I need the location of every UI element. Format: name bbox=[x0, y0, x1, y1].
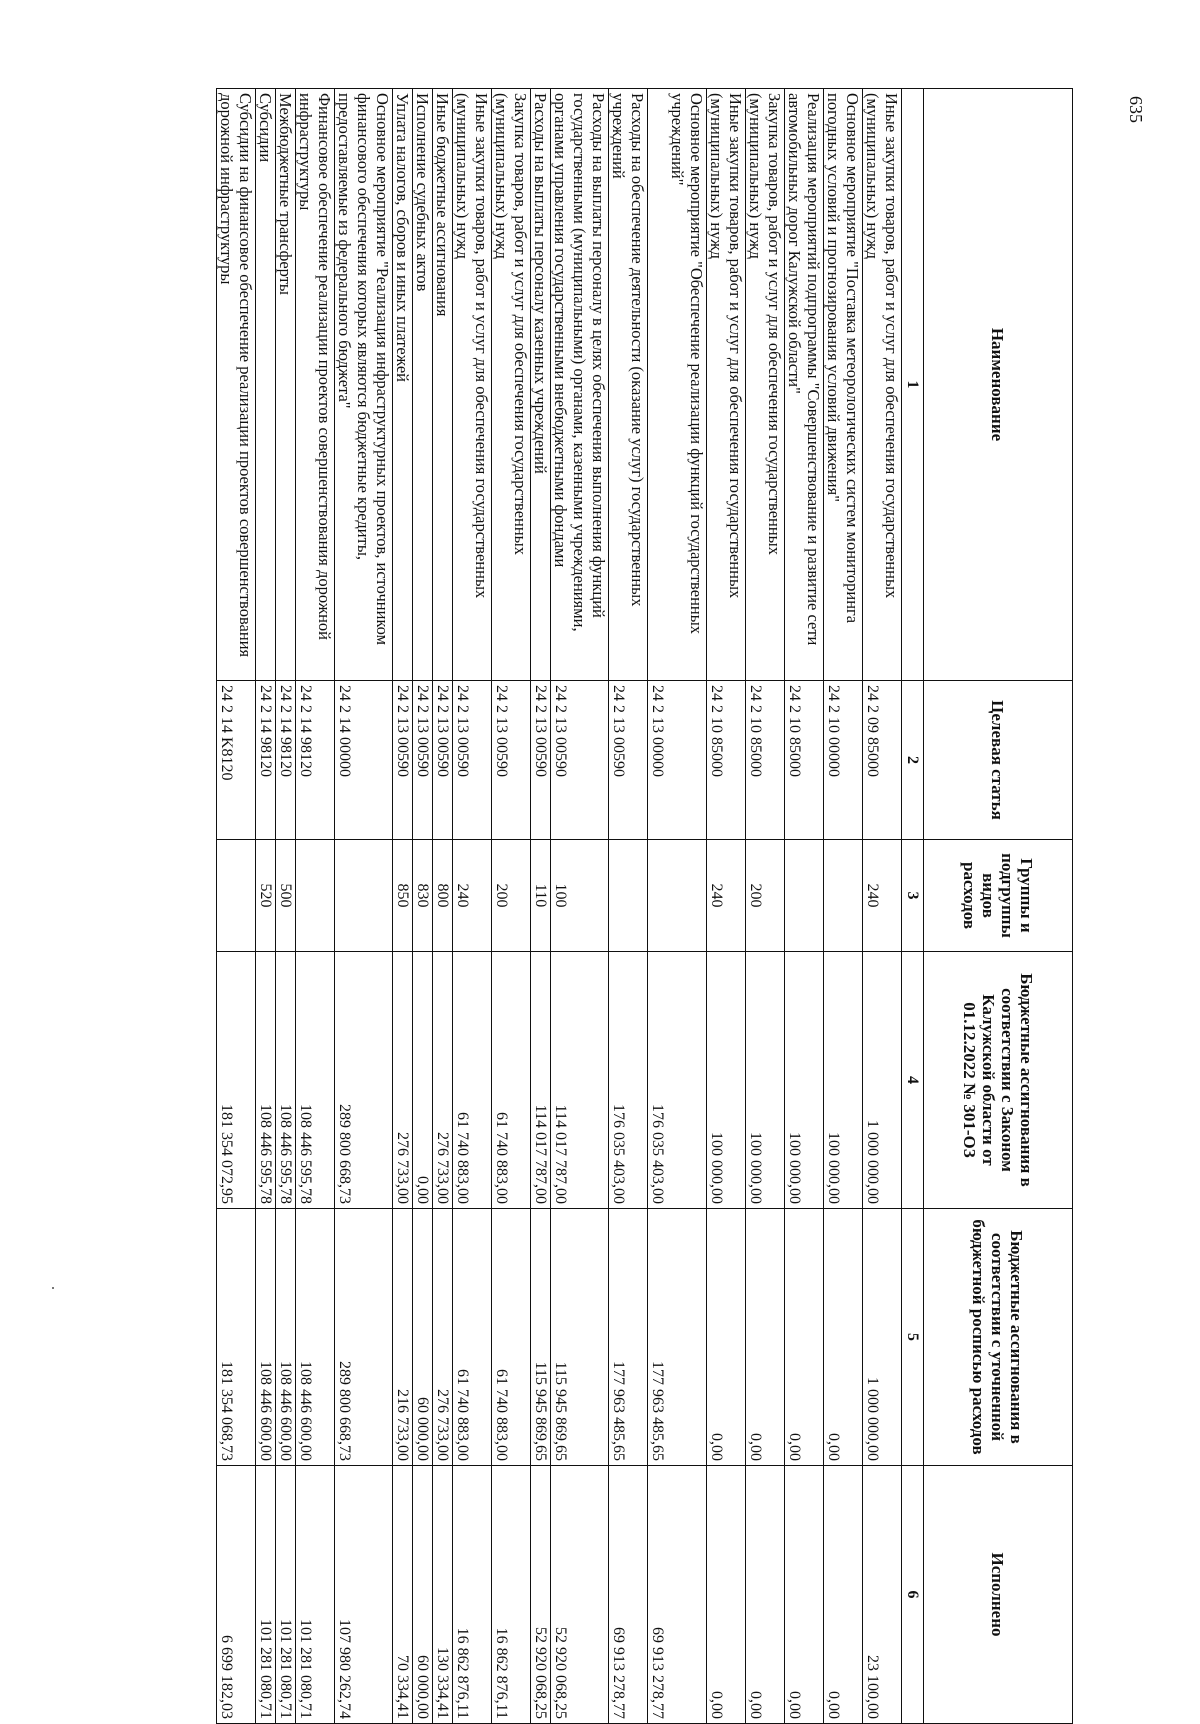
row-code: 24 2 14 98120 bbox=[296, 681, 335, 840]
row-code: 24 2 13 00590 bbox=[453, 681, 492, 840]
row-code: 24 2 14 98120 bbox=[276, 681, 296, 840]
header-law: Бюджетные ассигнования в соответствии с Законом Калужской области от 01.12.2022 № 301-ОЗ bbox=[924, 952, 1073, 1209]
column-number: 4 bbox=[902, 952, 924, 1209]
header-row bbox=[924, 89, 1073, 1724]
row-spec-amount: 61 740 883,00 bbox=[492, 1209, 531, 1466]
rotated-page-content bbox=[217, 88, 1073, 1723]
row-group: 200 bbox=[492, 840, 531, 952]
row-group bbox=[217, 840, 256, 952]
row-name: Расходы на выплаты персоналу казенных учреждений bbox=[531, 89, 551, 681]
table-body bbox=[217, 89, 902, 1724]
column-number-row bbox=[902, 89, 924, 1724]
row-law-amount: 276 733,00 bbox=[393, 952, 413, 1209]
table-row bbox=[863, 89, 902, 1724]
row-done-amount: 16 862 876,11 bbox=[453, 1466, 492, 1724]
row-law-amount: 176 035 403,00 bbox=[648, 952, 707, 1209]
scan-speck bbox=[52, 1287, 54, 1289]
row-name: Основное мероприятие "Поставка метеорологических систем мониторинга погодных условий и прогнозирования условий движения" bbox=[824, 89, 863, 681]
row-name: Расходы на выплаты персоналу в целях обеспечения выполнения функций государственными (муниципальными) органами, казенными учреждениями, органами управления государственными внебюджетными фондами bbox=[551, 89, 609, 681]
table-row bbox=[492, 89, 531, 1724]
row-group bbox=[785, 840, 824, 952]
table-row bbox=[296, 89, 335, 1724]
row-law-amount: 108 446 595,78 bbox=[256, 952, 276, 1209]
row-code: 24 2 13 00590 bbox=[551, 681, 609, 840]
table-row bbox=[785, 89, 824, 1724]
row-done-amount: 23 100,00 bbox=[863, 1466, 902, 1724]
row-group: 240 bbox=[707, 840, 746, 952]
table-row bbox=[648, 89, 707, 1724]
row-done-amount: 70 334,41 bbox=[393, 1466, 413, 1724]
table-row bbox=[413, 89, 433, 1724]
row-name: Закупка товаров, работ и услуг для обеспечения государственных (муниципальных) нужд bbox=[746, 89, 785, 681]
row-done-amount: 69 913 278,77 bbox=[609, 1466, 648, 1724]
row-code: 24 2 10 85000 bbox=[746, 681, 785, 840]
column-number: 3 bbox=[902, 840, 924, 952]
row-name: Финансовое обеспечение реализации проектов совершенствования дорожной инфраструктуры bbox=[296, 89, 335, 681]
row-spec-amount: 115 945 869,65 bbox=[531, 1209, 551, 1466]
row-law-amount: 100 000,00 bbox=[785, 952, 824, 1209]
row-law-amount: 1 000 000,00 bbox=[863, 952, 902, 1209]
row-name: Иные закупки товаров, работ и услуг для обеспечения государственных (муниципальных) нужд bbox=[453, 89, 492, 681]
row-done-amount: 16 862 876,11 bbox=[492, 1466, 531, 1724]
row-done-amount: 0,00 bbox=[824, 1466, 863, 1724]
row-name: Реализация мероприятий подпрограммы "Совершенствование и развитие сети автомобильных дорог Калужской области" bbox=[785, 89, 824, 681]
row-code: 24 2 09 85000 bbox=[863, 681, 902, 840]
row-law-amount: 114 017 787,00 bbox=[531, 952, 551, 1209]
row-group: 850 bbox=[393, 840, 413, 952]
row-name: Основное мероприятие "Обеспечение реализации функций государственных учреждений" bbox=[648, 89, 707, 681]
row-spec-amount: 289 800 668,73 bbox=[335, 1209, 393, 1466]
row-code: 24 2 13 00590 bbox=[393, 681, 413, 840]
row-group: 200 bbox=[746, 840, 785, 952]
row-group: 110 bbox=[531, 840, 551, 952]
row-group bbox=[335, 840, 393, 952]
row-spec-amount: 108 446 600,00 bbox=[276, 1209, 296, 1466]
row-group bbox=[648, 840, 707, 952]
table-row bbox=[551, 89, 609, 1724]
row-law-amount: 108 446 595,78 bbox=[276, 952, 296, 1209]
table-row bbox=[609, 89, 648, 1724]
row-done-amount: 101 281 080,71 bbox=[276, 1466, 296, 1724]
row-done-amount: 52 920 068,25 bbox=[531, 1466, 551, 1724]
header-spec: Бюджетные ассигнования в соответствии с уточненной бюджетной росписью расходов bbox=[924, 1209, 1073, 1466]
row-spec-amount: 1 000 000,00 bbox=[863, 1209, 902, 1466]
row-code: 24 2 13 00590 bbox=[492, 681, 531, 840]
row-spec-amount: 0,00 bbox=[785, 1209, 824, 1466]
row-law-amount: 0,00 bbox=[413, 952, 433, 1209]
row-law-amount: 108 446 595,78 bbox=[296, 952, 335, 1209]
row-spec-amount: 60 000,00 bbox=[413, 1209, 433, 1466]
row-name: Межбюджетные трансферты bbox=[276, 89, 296, 681]
table-row bbox=[433, 89, 453, 1724]
row-done-amount: 6 699 182,03 bbox=[217, 1466, 256, 1724]
row-group bbox=[824, 840, 863, 952]
row-law-amount: 289 800 668,73 bbox=[335, 952, 393, 1209]
row-done-amount: 52 920 068,25 bbox=[551, 1466, 609, 1724]
row-name: Иные закупки товаров, работ и услуг для обеспечения государственных (муниципальных) нужд bbox=[863, 89, 902, 681]
row-group: 830 bbox=[413, 840, 433, 952]
table-row bbox=[746, 89, 785, 1724]
row-done-amount: 60 000,00 bbox=[413, 1466, 433, 1724]
row-code: 24 2 10 85000 bbox=[785, 681, 824, 840]
header-done: Исполнено bbox=[924, 1466, 1073, 1724]
row-group: 240 bbox=[863, 840, 902, 952]
row-code: 24 2 13 00590 bbox=[413, 681, 433, 840]
row-code: 24 2 14 98120 bbox=[256, 681, 276, 840]
row-spec-amount: 0,00 bbox=[707, 1209, 746, 1466]
row-name: Расходы на обеспечение деятельности (оказание услуг) государственных учреждений bbox=[609, 89, 648, 681]
row-name: Уплата налогов, сборов и иных платежей bbox=[393, 89, 413, 681]
budget-table bbox=[216, 88, 1073, 1724]
row-group bbox=[296, 840, 335, 952]
header-code: Целевая статья bbox=[924, 681, 1073, 840]
row-spec-amount: 108 446 600,00 bbox=[296, 1209, 335, 1466]
row-group: 100 bbox=[551, 840, 609, 952]
column-number: 2 bbox=[902, 681, 924, 840]
row-name: Субсидии bbox=[256, 89, 276, 681]
table-row bbox=[707, 89, 746, 1724]
row-done-amount: 101 281 080,71 bbox=[256, 1466, 276, 1724]
row-done-amount: 0,00 bbox=[785, 1466, 824, 1724]
table-row bbox=[453, 89, 492, 1724]
row-name: Закупка товаров, работ и услуг для обеспечения государственных (муниципальных) нужд bbox=[492, 89, 531, 681]
row-name: Основное мероприятие "Реализация инфраструктурных проектов, источником финансового обеспечения которых являются бюджетные кредиты, предоставляемые из федерального бюджета" bbox=[335, 89, 393, 681]
row-name: Иные закупки товаров, работ и услуг для обеспечения государственных (муниципальных) нужд bbox=[707, 89, 746, 681]
row-code: 24 2 13 00000 bbox=[648, 681, 707, 840]
row-name: Исполнение судебных актов bbox=[413, 89, 433, 681]
row-code: 24 2 14 00000 bbox=[335, 681, 393, 840]
row-law-amount: 176 035 403,00 bbox=[609, 952, 648, 1209]
row-done-amount: 0,00 bbox=[746, 1466, 785, 1724]
row-code: 24 2 14 K8120 bbox=[217, 681, 256, 840]
row-name: Субсидии на финансовое обеспечение реализации проектов совершенствования дорожной инфраструктуры bbox=[217, 89, 256, 681]
row-spec-amount: 276 733,00 bbox=[433, 1209, 453, 1466]
row-done-amount: 69 913 278,77 bbox=[648, 1466, 707, 1724]
table-row bbox=[824, 89, 863, 1724]
row-law-amount: 61 740 883,00 bbox=[453, 952, 492, 1209]
row-spec-amount: 0,00 bbox=[746, 1209, 785, 1466]
row-law-amount: 61 740 883,00 bbox=[492, 952, 531, 1209]
row-group: 240 bbox=[453, 840, 492, 952]
row-spec-amount: 177 963 485,65 bbox=[609, 1209, 648, 1466]
header-name: Наименование bbox=[924, 89, 1073, 681]
row-spec-amount: 177 963 485,65 bbox=[648, 1209, 707, 1466]
row-spec-amount: 216 733,00 bbox=[393, 1209, 413, 1466]
row-code: 24 2 13 00590 bbox=[609, 681, 648, 840]
row-spec-amount: 181 354 068,73 bbox=[217, 1209, 256, 1466]
row-code: 24 2 10 00000 bbox=[824, 681, 863, 840]
row-law-amount: 114 017 787,00 bbox=[551, 952, 609, 1209]
column-number: 6 bbox=[902, 1466, 924, 1724]
row-law-amount: 276 733,00 bbox=[433, 952, 453, 1209]
row-law-amount: 100 000,00 bbox=[824, 952, 863, 1209]
row-group: 800 bbox=[433, 840, 453, 952]
table-row bbox=[393, 89, 413, 1724]
row-code: 24 2 13 00590 bbox=[433, 681, 453, 840]
row-done-amount: 130 334,41 bbox=[433, 1466, 453, 1724]
row-group bbox=[609, 840, 648, 952]
row-done-amount: 0,00 bbox=[707, 1466, 746, 1724]
column-number: 5 bbox=[902, 1209, 924, 1466]
row-law-amount: 181 354 072,95 bbox=[217, 952, 256, 1209]
table-row bbox=[335, 89, 393, 1724]
row-spec-amount: 0,00 bbox=[824, 1209, 863, 1466]
row-done-amount: 101 281 080,71 bbox=[296, 1466, 335, 1724]
table-row bbox=[256, 89, 276, 1724]
row-spec-amount: 115 945 869,65 bbox=[551, 1209, 609, 1466]
row-done-amount: 107 980 262,74 bbox=[335, 1466, 393, 1724]
row-code: 24 2 10 85000 bbox=[707, 681, 746, 840]
page-number: 635 bbox=[1126, 96, 1146, 123]
row-spec-amount: 108 446 600,00 bbox=[256, 1209, 276, 1466]
row-group: 500 bbox=[276, 840, 296, 952]
row-name: Иные бюджетные ассигнования bbox=[433, 89, 453, 681]
row-group: 520 bbox=[256, 840, 276, 952]
table-row bbox=[217, 89, 256, 1724]
row-code: 24 2 13 00590 bbox=[531, 681, 551, 840]
row-spec-amount: 61 740 883,00 bbox=[453, 1209, 492, 1466]
row-law-amount: 100 000,00 bbox=[746, 952, 785, 1209]
header-group: Группы и подгруппы видов расходов bbox=[924, 840, 1073, 952]
table-row bbox=[276, 89, 296, 1724]
row-law-amount: 100 000,00 bbox=[707, 952, 746, 1209]
column-number: 1 bbox=[902, 89, 924, 681]
table-row bbox=[531, 89, 551, 1724]
